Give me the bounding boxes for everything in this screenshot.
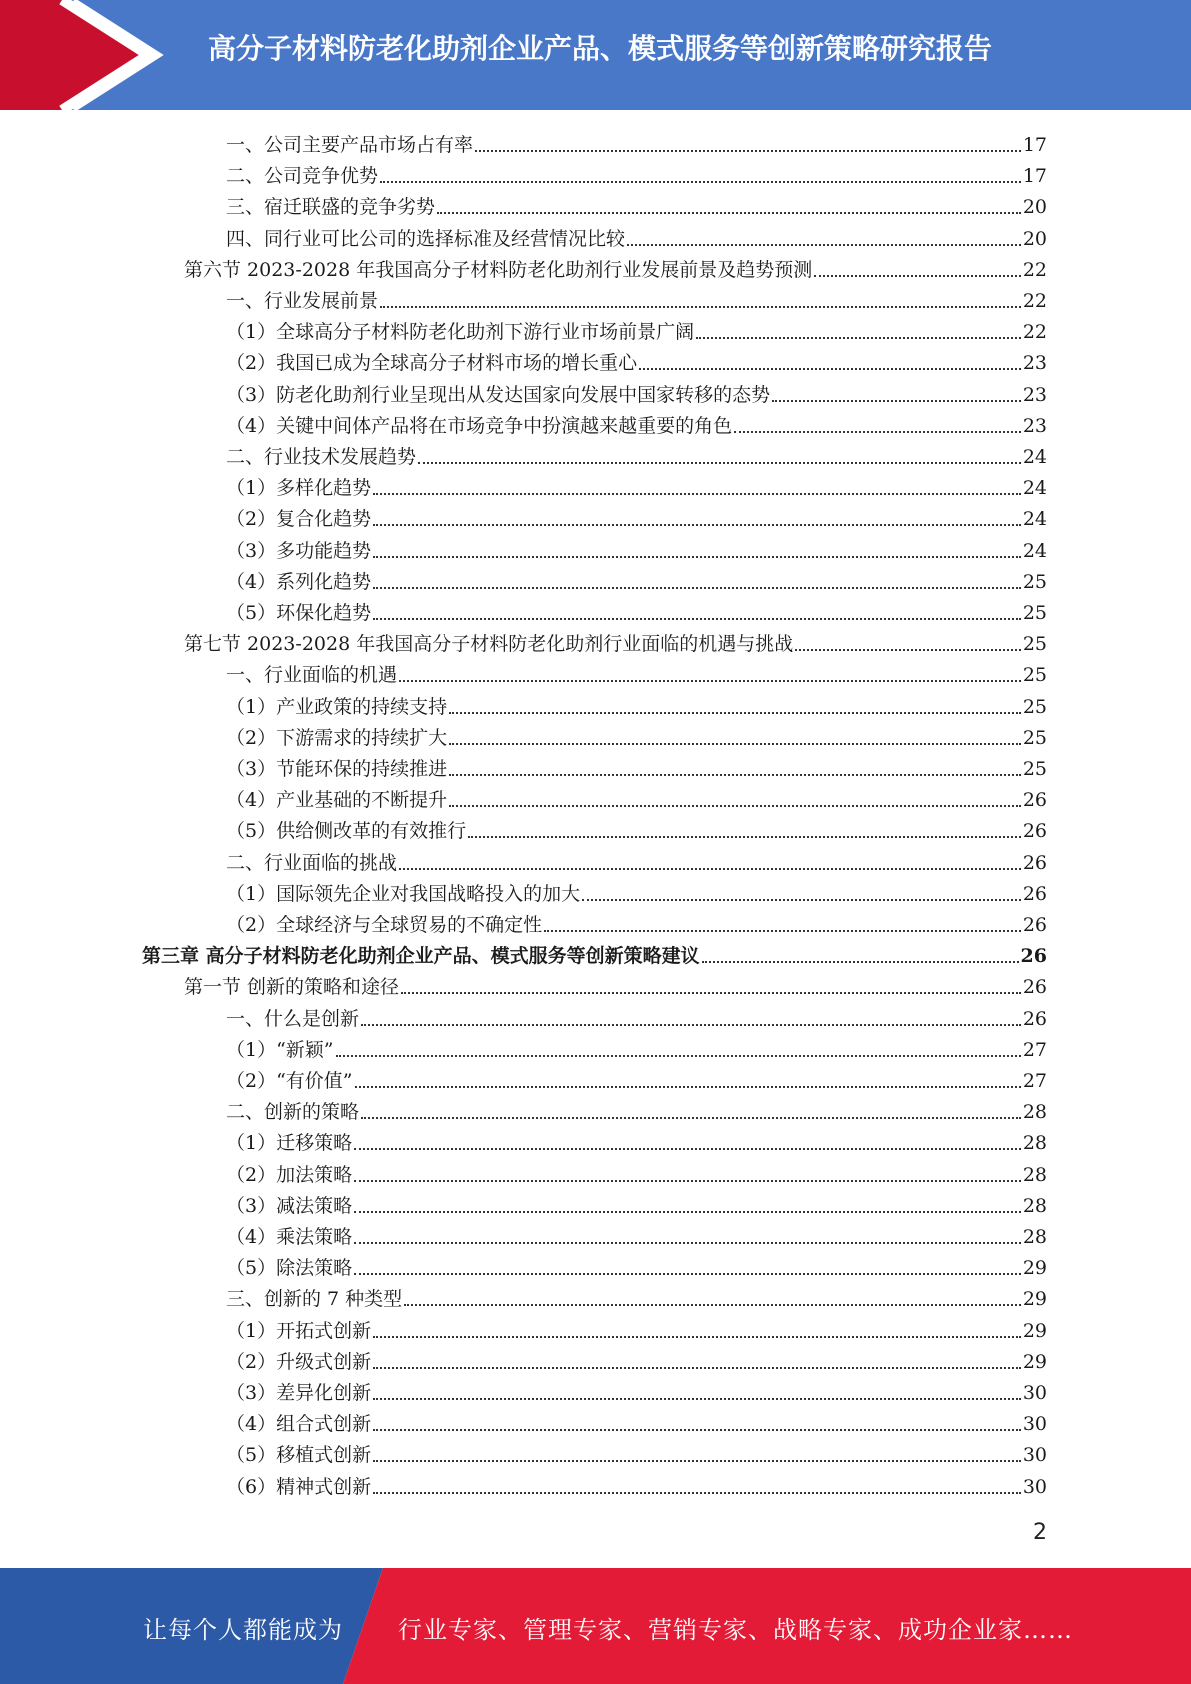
toc-entry-title: （5）供给侧改革的有效推行 <box>226 820 467 843</box>
toc-leader-dots <box>734 430 1021 433</box>
toc-entry-page: 25 <box>1022 570 1047 593</box>
toc-entry-title: （1）迁移策略 <box>226 1132 353 1155</box>
toc-entry[interactable] <box>226 815 1047 843</box>
toc-leader-dots <box>449 804 1021 807</box>
toc-entry-title: （3）多功能趋势 <box>226 539 372 562</box>
toc-entry-page: 26 <box>1022 882 1047 905</box>
toc-entry-title: （5）移植式创新 <box>226 1444 372 1467</box>
toc-entry-title: （5）环保化趋势 <box>226 602 372 624</box>
toc-leader-dots <box>373 492 1021 495</box>
toc-entry[interactable] <box>226 1471 1047 1499</box>
toc-entry-title: 二、行业技术发展趋势 <box>226 446 417 468</box>
toc-leader-dots <box>795 648 1021 651</box>
toc-entry-title: 一、行业面临的机遇 <box>226 664 398 687</box>
toc-leader-dots <box>373 1397 1021 1400</box>
toc-entry-page: 25 <box>1022 726 1047 749</box>
toc-entry-title: （2）“有价值” <box>226 1070 353 1092</box>
toc-entry[interactable] <box>226 410 1047 438</box>
toc-entry[interactable] <box>226 847 1047 875</box>
toc-entry[interactable] <box>226 1096 1047 1124</box>
toc-leader-dots <box>354 1272 1021 1275</box>
toc-entry[interactable] <box>226 566 1047 594</box>
toc-entry[interactable] <box>226 347 1047 375</box>
toc-entry-page: 30 <box>1022 1413 1047 1436</box>
footer-slogan-left: 让每个人都能成为 <box>143 1616 343 1644</box>
toc-entry-page: 23 <box>1022 352 1047 375</box>
toc-leader-dots <box>449 742 1021 745</box>
toc-entry[interactable] <box>226 659 1047 687</box>
toc-entry-page: 26 <box>1022 976 1047 999</box>
toc-leader-dots <box>373 523 1021 526</box>
toc-leader-dots <box>373 617 1021 620</box>
toc-entry[interactable] <box>226 1159 1047 1187</box>
toc-entry-title: （4）产业基础的不断提升 <box>226 789 448 812</box>
toc-entry-title: （1）全球高分子材料防老化助剂下游行业市场前景广阔 <box>226 321 695 344</box>
toc-leader-dots <box>380 180 1021 183</box>
toc-entry[interactable] <box>226 1408 1047 1436</box>
toc-entry-page: 25 <box>1022 758 1047 780</box>
toc-entry-page: 26 <box>1020 945 1047 968</box>
toc-leader-dots <box>361 1023 1021 1026</box>
toc-entry-page: 29 <box>1022 1257 1047 1280</box>
toc-entry[interactable] <box>226 160 1047 188</box>
toc-entry[interactable] <box>226 1190 1047 1218</box>
toc-entry-title: 二、公司竞争优势 <box>226 165 379 188</box>
toc-leader-dots <box>582 898 1021 901</box>
page-footer <box>0 1568 1191 1684</box>
toc-entry-title: （1）开拓式创新 <box>226 1319 372 1342</box>
toc-leader-dots <box>627 243 1021 246</box>
toc-entry-page: 20 <box>1022 227 1047 250</box>
toc-entry-page: 17 <box>1022 134 1047 156</box>
toc-entry[interactable] <box>226 472 1047 500</box>
toc-entry-page: 24 <box>1022 508 1047 531</box>
toc-leader-dots <box>380 305 1021 308</box>
toc-entry-title: （2）我国已成为全球高分子材料市场的增长重心 <box>226 352 638 375</box>
toc-leader-dots <box>772 399 1021 402</box>
toc-entry[interactable] <box>226 784 1047 812</box>
toc-entry-page: 30 <box>1022 1444 1047 1467</box>
toc-entry[interactable] <box>226 191 1047 219</box>
toc-entry-title: （1）“新颖” <box>226 1038 334 1061</box>
toc-entry-title: （4）系列化趋势 <box>226 570 372 593</box>
toc-entry[interactable] <box>184 628 1047 656</box>
toc-entry[interactable] <box>226 285 1047 313</box>
toc-entry-title: 第一节 创新的策略和途径 <box>184 976 400 999</box>
toc-entry-page: 26 <box>1022 851 1047 874</box>
toc-leader-dots <box>373 1366 1021 1369</box>
toc-entry-title: （1）多样化趋势 <box>226 477 372 500</box>
toc-entry-page: 29 <box>1022 1288 1047 1311</box>
toc-entry[interactable] <box>226 503 1047 531</box>
toc-entry-title: （3）防老化助剂行业呈现出从发达国家向发展中国家转移的态势 <box>226 383 771 406</box>
toc-leader-dots <box>373 1491 1021 1494</box>
toc-entry[interactable] <box>184 971 1047 999</box>
toc-entry-title: 三、宿迁联盛的竞争劣势 <box>226 196 436 219</box>
toc-entry-title: （3）差异化创新 <box>226 1382 372 1404</box>
toc-leader-dots <box>449 773 1021 776</box>
toc-leader-dots <box>475 149 1021 152</box>
toc-leader-dots <box>373 555 1021 558</box>
toc-entry[interactable] <box>226 441 1047 469</box>
toc-entry-title: （1）国际领先企业对我国战略投入的加大 <box>226 882 581 905</box>
toc-entry-page: 24 <box>1022 446 1047 468</box>
toc-entry[interactable] <box>226 129 1047 157</box>
toc-leader-dots <box>437 211 1021 214</box>
toc-entry[interactable] <box>226 753 1047 781</box>
toc-entry-title: （1）产业政策的持续支持 <box>226 695 448 718</box>
toc-entry-page: 22 <box>1022 290 1047 312</box>
toc-entry-title: （2）复合化趋势 <box>226 508 372 531</box>
toc-leader-dots <box>399 679 1021 682</box>
toc-leader-dots <box>544 929 1021 932</box>
toc-leader-dots <box>696 336 1021 339</box>
toc-leader-dots <box>354 1147 1021 1150</box>
toc-entry[interactable] <box>226 1377 1047 1405</box>
toc-entry[interactable] <box>226 379 1047 407</box>
toc-entry[interactable] <box>226 597 1047 625</box>
toc-entry-title: （2）加法策略 <box>226 1163 353 1186</box>
toc-entry[interactable] <box>226 535 1047 563</box>
toc-leader-dots <box>399 867 1021 870</box>
toc-entry-page: 23 <box>1022 383 1047 406</box>
toc-entry-title: 四、同行业可比公司的选择标准及经营情况比较 <box>226 227 626 250</box>
toc-entry-page: 30 <box>1022 1475 1047 1498</box>
toc-entry-page: 24 <box>1022 477 1047 500</box>
toc-entry[interactable] <box>226 1003 1047 1031</box>
toc-entry-title: （4）关键中间体产品将在市场竞争中扮演越来越重要的角色 <box>226 414 733 437</box>
toc-entry[interactable] <box>142 940 1047 968</box>
toc-entry-page: 20 <box>1022 196 1047 219</box>
toc-entry-page: 25 <box>1022 602 1047 624</box>
toc-entry-page: 27 <box>1022 1070 1047 1092</box>
toc-leader-dots <box>373 1459 1021 1462</box>
toc-entry-title: （6）精神式创新 <box>226 1475 372 1498</box>
toc-entry[interactable] <box>226 878 1047 906</box>
toc-entry-page: 28 <box>1022 1163 1047 1186</box>
toc-entry-page: 28 <box>1022 1226 1047 1248</box>
toc-leader-dots <box>355 1085 1021 1088</box>
toc-entry-page: 26 <box>1022 914 1047 936</box>
toc-entry-page: 23 <box>1022 414 1047 437</box>
toc-entry[interactable] <box>226 1283 1047 1311</box>
toc-entry[interactable] <box>226 1127 1047 1155</box>
toc-entry-title: 二、创新的策略 <box>226 1101 360 1124</box>
toc-leader-dots <box>373 1335 1021 1338</box>
toc-entry-page: 24 <box>1022 539 1047 562</box>
toc-entry[interactable] <box>226 1034 1047 1062</box>
toc-entry-page: 28 <box>1022 1101 1047 1124</box>
toc-entry-title: 第七节 2023-2028 年我国高分子材料防老化助剂行业面临的机遇与挑战 <box>184 633 794 656</box>
toc-entry[interactable] <box>184 254 1047 282</box>
toc-entry-page: 25 <box>1022 664 1047 687</box>
toc-entry-page: 25 <box>1022 695 1047 718</box>
toc-entry-page: 28 <box>1022 1194 1047 1217</box>
toc-entry-page: 29 <box>1022 1319 1047 1342</box>
toc-leader-dots <box>354 1241 1021 1244</box>
toc-leader-dots <box>401 991 1021 994</box>
toc-entry-page: 29 <box>1022 1350 1047 1373</box>
toc-entry-title: （2）升级式创新 <box>226 1350 372 1373</box>
toc-entry-page: 25 <box>1022 633 1047 656</box>
toc-entry-page: 22 <box>1022 321 1047 344</box>
toc-entry-title: （4）乘法策略 <box>226 1226 353 1248</box>
toc-entry-title: 一、行业发展前景 <box>226 290 379 312</box>
report-title: 高分子材料防老化助剂企业产品、模式服务等创新策略研究报告 <box>207 32 992 65</box>
toc-entry-page: 30 <box>1022 1382 1047 1404</box>
toc-leader-dots <box>336 1054 1021 1057</box>
toc-entry[interactable] <box>226 223 1047 251</box>
toc-entry[interactable] <box>226 722 1047 750</box>
toc-entry-title: （4）组合式创新 <box>226 1413 372 1436</box>
toc-entry-title: （2）全球经济与全球贸易的不确定性 <box>226 914 543 936</box>
toc-entry[interactable] <box>226 1065 1047 1093</box>
toc-entry-page: 26 <box>1022 820 1047 843</box>
toc-entry[interactable] <box>226 316 1047 344</box>
toc-leader-dots <box>702 960 1019 963</box>
toc-entry-title: （2）下游需求的持续扩大 <box>226 726 448 749</box>
toc-entry-title: （5）除法策略 <box>226 1257 353 1280</box>
toc-entry-title: 第六节 2023-2028 年我国高分子材料防老化助剂行业发展前景及趋势预测 <box>184 258 813 281</box>
toc-entry-title: （3）节能环保的持续推进 <box>226 758 448 780</box>
toc-entry[interactable] <box>226 1315 1047 1343</box>
footer-slogan-right: 行业专家、管理专家、营销专家、战略专家、成功企业家…… <box>398 1616 1073 1644</box>
toc-leader-dots <box>373 586 1021 589</box>
toc-entry-title: 第三章 高分子材料防老化助剂企业产品、模式服务等创新策略建议 <box>142 945 700 968</box>
toc-entry-title: 一、什么是创新 <box>226 1007 360 1030</box>
toc-leader-dots <box>354 1179 1021 1182</box>
toc-leader-dots <box>449 711 1021 714</box>
toc-entry-page: 28 <box>1022 1132 1047 1155</box>
toc-entry-page: 22 <box>1022 258 1047 281</box>
toc-entry-page: 17 <box>1022 165 1047 188</box>
toc-leader-dots <box>639 367 1021 370</box>
toc-entry-title: 二、行业面临的挑战 <box>226 851 398 874</box>
toc-entry-page: 26 <box>1022 789 1047 812</box>
toc-entry-page: 27 <box>1022 1038 1047 1061</box>
toc-entry-page: 26 <box>1022 1007 1047 1030</box>
page-number: 2 <box>1033 1520 1047 1545</box>
toc-entry[interactable] <box>226 909 1047 937</box>
toc-leader-dots <box>373 1428 1021 1431</box>
toc-entry[interactable] <box>226 1346 1047 1374</box>
toc-leader-dots <box>361 1116 1021 1119</box>
toc-entry[interactable] <box>226 1252 1047 1280</box>
toc-entry-title: 三、创新的 7 种类型 <box>226 1288 403 1311</box>
toc-entry-title: 一、公司主要产品市场占有率 <box>226 134 474 156</box>
toc-leader-dots <box>404 1303 1021 1306</box>
page-header <box>0 0 1191 110</box>
toc-entry[interactable] <box>226 1439 1047 1467</box>
toc-entry[interactable] <box>226 691 1047 719</box>
toc-leader-dots <box>418 461 1021 464</box>
toc-entry-title: （3）减法策略 <box>226 1194 353 1217</box>
toc-leader-dots <box>468 835 1021 838</box>
toc-leader-dots <box>814 274 1021 277</box>
toc-leader-dots <box>354 1210 1021 1213</box>
toc-entry[interactable] <box>226 1221 1047 1249</box>
